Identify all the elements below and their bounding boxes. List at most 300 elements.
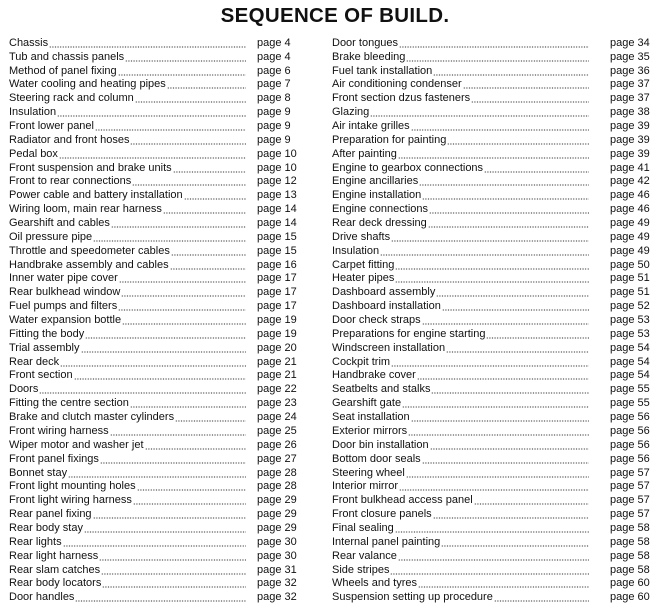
contents-entry bbox=[332, 480, 662, 494]
dot-leader bbox=[398, 157, 589, 159]
entry-title: Engine installation bbox=[332, 189, 422, 202]
dot-leader bbox=[118, 309, 246, 311]
contents-entry bbox=[9, 272, 301, 286]
entry-title: Internal panel painting bbox=[332, 535, 441, 548]
contents-entry bbox=[9, 355, 301, 369]
dot-leader bbox=[380, 254, 589, 256]
contents-entry bbox=[9, 396, 301, 410]
dot-leader bbox=[486, 337, 589, 339]
entry-title: Oil pressure pipe bbox=[9, 230, 93, 243]
entry-page-number: page 29 bbox=[257, 494, 297, 507]
dot-leader bbox=[399, 46, 589, 48]
entry-page-number: page 49 bbox=[610, 244, 650, 257]
contents-entry bbox=[9, 507, 301, 521]
dot-leader bbox=[99, 559, 246, 561]
contents-entry bbox=[9, 563, 301, 577]
entry-title: Rear panel fixing bbox=[9, 508, 92, 521]
contents-entry bbox=[332, 466, 662, 480]
contents-entry bbox=[9, 50, 301, 64]
contents-entry bbox=[9, 64, 301, 78]
contents-entry bbox=[332, 64, 662, 78]
contents-entry bbox=[9, 410, 301, 424]
contents-entry bbox=[332, 50, 662, 64]
dot-leader bbox=[398, 559, 589, 561]
entry-page-number: page 27 bbox=[257, 452, 297, 465]
contents-entry bbox=[9, 369, 301, 383]
dot-leader bbox=[433, 517, 589, 519]
contents-entry bbox=[9, 452, 301, 466]
entry-title: Interior mirror bbox=[332, 480, 399, 493]
contents-entry bbox=[9, 341, 301, 355]
entry-title: Engine connections bbox=[332, 203, 429, 216]
entry-title: Windscreen installation bbox=[332, 341, 446, 354]
contents-entry bbox=[9, 327, 301, 341]
entry-page-number: page 53 bbox=[610, 327, 650, 340]
dot-leader bbox=[59, 157, 246, 159]
page-title: SEQUENCE OF BUILD. bbox=[220, 4, 450, 27]
dot-leader bbox=[135, 101, 246, 103]
entry-page-number: page 58 bbox=[610, 535, 650, 548]
contents-entry bbox=[9, 133, 301, 147]
contents-entry bbox=[9, 590, 301, 604]
dot-leader bbox=[395, 281, 589, 283]
entry-page-number: page 15 bbox=[257, 244, 297, 257]
dot-leader bbox=[408, 434, 589, 436]
dot-leader bbox=[411, 420, 589, 422]
contents-entry bbox=[332, 78, 662, 92]
dot-leader bbox=[418, 586, 589, 588]
dot-leader bbox=[422, 323, 589, 325]
entry-page-number: page 56 bbox=[610, 424, 650, 437]
entry-title: Front light wiring harness bbox=[9, 494, 132, 507]
entry-page-number: page 28 bbox=[257, 480, 297, 493]
dot-leader bbox=[406, 60, 589, 62]
entry-page-number: page 60 bbox=[610, 577, 650, 590]
entry-page-number: page 46 bbox=[610, 203, 650, 216]
contents-entry bbox=[332, 493, 662, 507]
entry-page-number: page 56 bbox=[610, 411, 650, 424]
contents-entry bbox=[332, 341, 662, 355]
contents-entry bbox=[9, 577, 301, 591]
entry-page-number: page 17 bbox=[257, 300, 297, 313]
dot-leader bbox=[133, 503, 246, 505]
entry-title: Wiring loom, main rear harness bbox=[9, 203, 162, 216]
contents-entry bbox=[9, 535, 301, 549]
contents-entry bbox=[9, 285, 301, 299]
entry-page-number: page 57 bbox=[610, 480, 650, 493]
entry-title: Rear deck dressing bbox=[332, 217, 427, 230]
dot-leader bbox=[111, 226, 246, 228]
entry-page-number: page 34 bbox=[610, 36, 650, 49]
dot-leader bbox=[132, 184, 246, 186]
entry-title: Handbrake assembly and cables bbox=[9, 258, 169, 271]
entry-page-number: page 16 bbox=[257, 258, 297, 271]
contents-entry bbox=[332, 521, 662, 535]
entry-page-number: page 20 bbox=[257, 341, 297, 354]
entry-title: Door tongues bbox=[332, 36, 399, 49]
contents-entry bbox=[332, 355, 662, 369]
entry-page-number: page 32 bbox=[257, 591, 297, 604]
dot-leader bbox=[411, 129, 589, 131]
dot-leader bbox=[101, 573, 246, 575]
entry-title: Rear light harness bbox=[9, 549, 99, 562]
contents-entry bbox=[332, 577, 662, 591]
dot-leader bbox=[68, 476, 246, 478]
contents-entry bbox=[9, 105, 301, 119]
entry-title: Bottom door seals bbox=[332, 452, 421, 465]
entry-page-number: page 19 bbox=[257, 314, 297, 327]
dot-leader bbox=[95, 129, 246, 131]
entry-title: Handbrake cover bbox=[332, 369, 416, 382]
entry-page-number: page 21 bbox=[257, 355, 297, 368]
dot-leader bbox=[57, 115, 246, 117]
dot-leader bbox=[431, 392, 589, 394]
dot-leader bbox=[173, 171, 246, 173]
entry-page-number: page 15 bbox=[257, 230, 297, 243]
entry-title: Engine ancillaries bbox=[332, 175, 419, 188]
dot-leader bbox=[167, 87, 246, 89]
entry-title: Gearshift and cables bbox=[9, 217, 110, 230]
dot-leader bbox=[474, 503, 589, 505]
entry-page-number: page 49 bbox=[610, 230, 650, 243]
entry-title: Steering rack and column bbox=[9, 92, 134, 105]
entry-title: Insulation bbox=[9, 106, 57, 119]
entry-page-number: page 31 bbox=[257, 563, 297, 576]
dot-leader bbox=[125, 60, 246, 62]
entry-page-number: page 13 bbox=[257, 189, 297, 202]
entry-page-number: page 39 bbox=[610, 133, 650, 146]
entry-page-number: page 25 bbox=[257, 424, 297, 437]
entry-title: Fuel pumps and filters bbox=[9, 300, 118, 313]
dot-leader bbox=[39, 392, 246, 394]
contents-entry bbox=[332, 147, 662, 161]
entry-page-number: page 55 bbox=[610, 397, 650, 410]
contents-column-right bbox=[332, 36, 662, 604]
entry-page-number: page 50 bbox=[610, 258, 650, 271]
dot-leader bbox=[391, 240, 589, 242]
entry-page-number: page 46 bbox=[610, 189, 650, 202]
entry-title: Cockpit trim bbox=[332, 355, 391, 368]
dot-leader bbox=[436, 295, 589, 297]
contents-entry bbox=[332, 535, 662, 549]
contents-entry bbox=[9, 424, 301, 438]
dot-leader bbox=[137, 489, 246, 491]
dot-leader bbox=[63, 545, 246, 547]
entry-title: Front closure panels bbox=[332, 508, 432, 521]
entry-page-number: page 7 bbox=[257, 78, 291, 91]
dot-leader bbox=[93, 517, 246, 519]
entry-title: Water cooling and heating pipes bbox=[9, 78, 166, 91]
contents-entry bbox=[332, 258, 662, 272]
dot-leader bbox=[419, 184, 589, 186]
entry-title: Front lower panel bbox=[9, 120, 94, 133]
contents-entry bbox=[332, 382, 662, 396]
dot-leader bbox=[390, 573, 589, 575]
entry-title: Inner water pipe cover bbox=[9, 272, 118, 285]
entry-title: Rear bulkhead window bbox=[9, 286, 121, 299]
entry-title: Radiator and front hoses bbox=[9, 133, 130, 146]
entry-title: Door bin installation bbox=[332, 438, 429, 451]
contents-entry bbox=[332, 133, 662, 147]
entry-title: Front section dzus fasteners bbox=[332, 92, 471, 105]
entry-page-number: page 41 bbox=[610, 161, 650, 174]
contents-entry bbox=[332, 369, 662, 383]
entry-title: Air conditioning condenser bbox=[332, 78, 462, 91]
dot-leader bbox=[118, 74, 246, 76]
entry-title: Side stripes bbox=[332, 563, 390, 576]
contents-entry bbox=[332, 299, 662, 313]
entry-title: Dashboard installation bbox=[332, 300, 441, 313]
dot-leader bbox=[447, 143, 589, 145]
contents-entry bbox=[332, 563, 662, 577]
contents-entry bbox=[9, 230, 301, 244]
entry-title: Engine to gearbox connections bbox=[332, 161, 484, 174]
contents-entry bbox=[9, 521, 301, 535]
dot-leader bbox=[391, 365, 589, 367]
entry-title: Fitting the centre section bbox=[9, 397, 129, 410]
entry-title: Preparations for engine starting bbox=[332, 327, 486, 340]
entry-title: Gearshift gate bbox=[332, 397, 402, 410]
contents-entry bbox=[332, 230, 662, 244]
dot-leader bbox=[81, 351, 247, 353]
dot-leader bbox=[60, 365, 246, 367]
entry-title: Pedal box bbox=[9, 147, 58, 160]
entry-page-number: page 9 bbox=[257, 133, 291, 146]
dot-leader bbox=[417, 378, 589, 380]
contents-entry bbox=[9, 493, 301, 507]
entry-page-number: page 60 bbox=[610, 591, 650, 604]
entry-title: Front light mounting holes bbox=[9, 480, 136, 493]
entry-title: Exterior mirrors bbox=[332, 424, 408, 437]
dot-leader bbox=[184, 198, 246, 200]
entry-page-number: page 32 bbox=[257, 577, 297, 590]
entry-page-number: page 17 bbox=[257, 272, 297, 285]
entry-page-number: page 30 bbox=[257, 549, 297, 562]
dot-leader bbox=[74, 378, 246, 380]
entry-title: Rear body stay bbox=[9, 521, 83, 534]
contents-entry bbox=[332, 590, 662, 604]
entry-page-number: page 42 bbox=[610, 175, 650, 188]
entry-page-number: page 17 bbox=[257, 286, 297, 299]
dot-leader bbox=[395, 268, 589, 270]
contents-entry bbox=[332, 202, 662, 216]
contents-entry bbox=[9, 549, 301, 563]
dot-leader bbox=[163, 212, 246, 214]
dot-leader bbox=[441, 545, 589, 547]
contents-entry bbox=[9, 147, 301, 161]
entry-title: Front section bbox=[9, 369, 73, 382]
dot-leader bbox=[93, 240, 246, 242]
entry-page-number: page 6 bbox=[257, 64, 291, 77]
entry-page-number: page 4 bbox=[257, 50, 291, 63]
entry-title: Final sealing bbox=[332, 521, 394, 534]
dot-leader bbox=[370, 115, 589, 117]
contents-entry bbox=[9, 466, 301, 480]
entry-page-number: page 39 bbox=[610, 120, 650, 133]
dot-leader bbox=[85, 337, 246, 339]
dot-leader bbox=[463, 87, 589, 89]
entry-title: Wiper motor and washer jet bbox=[9, 438, 144, 451]
dot-leader bbox=[102, 586, 246, 588]
dot-leader bbox=[484, 171, 589, 173]
dot-leader bbox=[130, 406, 246, 408]
contents-entry bbox=[332, 438, 662, 452]
entry-page-number: page 54 bbox=[610, 341, 650, 354]
entry-page-number: page 52 bbox=[610, 300, 650, 313]
entry-page-number: page 9 bbox=[257, 120, 291, 133]
contents-entry bbox=[332, 549, 662, 563]
dot-leader bbox=[395, 531, 589, 533]
entry-title: Door handles bbox=[9, 591, 75, 604]
dot-leader bbox=[429, 212, 589, 214]
entry-page-number: page 30 bbox=[257, 535, 297, 548]
entry-page-number: page 51 bbox=[610, 286, 650, 299]
contents-entry bbox=[332, 327, 662, 341]
dot-leader bbox=[399, 489, 589, 491]
dot-leader bbox=[75, 600, 246, 602]
entry-page-number: page 37 bbox=[610, 78, 650, 91]
entry-title: Front to rear connections bbox=[9, 175, 132, 188]
contents-entry bbox=[9, 175, 301, 189]
contents-entry bbox=[332, 105, 662, 119]
contents-entry bbox=[332, 452, 662, 466]
entry-title: Rear body locators bbox=[9, 577, 102, 590]
entry-page-number: page 54 bbox=[610, 369, 650, 382]
dot-leader bbox=[422, 462, 589, 464]
contents-entry bbox=[9, 36, 301, 50]
entry-title: Trial assembly bbox=[9, 341, 80, 354]
dot-leader bbox=[122, 323, 246, 325]
entry-page-number: page 39 bbox=[610, 147, 650, 160]
entry-title: Rear lights bbox=[9, 535, 62, 548]
contents-entry bbox=[332, 272, 662, 286]
contents-entry bbox=[9, 188, 301, 202]
dot-leader bbox=[49, 46, 246, 48]
entry-title: Carpet fitting bbox=[332, 258, 395, 271]
contents-entry bbox=[332, 244, 662, 258]
entry-page-number: page 23 bbox=[257, 397, 297, 410]
contents-entry bbox=[332, 91, 662, 105]
entry-page-number: page 51 bbox=[610, 272, 650, 285]
entry-page-number: page 29 bbox=[257, 521, 297, 534]
contents-entry bbox=[332, 119, 662, 133]
entry-title: Preparation for painting bbox=[332, 133, 447, 146]
dot-leader bbox=[145, 448, 247, 450]
entry-page-number: page 8 bbox=[257, 92, 291, 105]
entry-page-number: page 10 bbox=[257, 161, 297, 174]
entry-page-number: page 58 bbox=[610, 521, 650, 534]
entry-title: Door check straps bbox=[332, 314, 421, 327]
dot-leader bbox=[100, 462, 246, 464]
entry-page-number: page 21 bbox=[257, 369, 297, 382]
dot-leader bbox=[170, 268, 246, 270]
dot-leader bbox=[84, 531, 246, 533]
dot-leader bbox=[422, 198, 589, 200]
dot-leader bbox=[494, 600, 589, 602]
contents-entry bbox=[332, 424, 662, 438]
dot-leader bbox=[446, 351, 589, 353]
contents-entry bbox=[9, 382, 301, 396]
entry-page-number: page 28 bbox=[257, 466, 297, 479]
entry-page-number: page 24 bbox=[257, 411, 297, 424]
contents-entry bbox=[332, 396, 662, 410]
entry-title: Heater pipes bbox=[332, 272, 395, 285]
entry-title: Suspension setting up procedure bbox=[332, 591, 493, 604]
entry-page-number: page 35 bbox=[610, 50, 650, 63]
contents-entry bbox=[9, 438, 301, 452]
entry-page-number: page 22 bbox=[257, 383, 297, 396]
entry-title: Brake and clutch master cylinders bbox=[9, 411, 175, 424]
entry-title: Rear valance bbox=[332, 549, 397, 562]
dot-leader bbox=[430, 448, 589, 450]
entry-title: Power cable and battery installation bbox=[9, 189, 183, 202]
entry-title: Front suspension and brake units bbox=[9, 161, 172, 174]
entry-title: Bonnet stay bbox=[9, 466, 68, 479]
entry-title: Fitting the body bbox=[9, 327, 85, 340]
entry-title: Insulation bbox=[332, 244, 380, 257]
dot-leader bbox=[471, 101, 589, 103]
contents-entry bbox=[332, 313, 662, 327]
entry-page-number: page 57 bbox=[610, 494, 650, 507]
entry-title: Seat installation bbox=[332, 411, 410, 424]
entry-title: Seatbelts and stalks bbox=[332, 383, 431, 396]
entry-page-number: page 56 bbox=[610, 438, 650, 451]
entry-page-number: page 58 bbox=[610, 563, 650, 576]
entry-title: Tub and chassis panels bbox=[9, 50, 125, 63]
entry-page-number: page 14 bbox=[257, 217, 297, 230]
contents-entry bbox=[9, 258, 301, 272]
entry-page-number: page 9 bbox=[257, 106, 291, 119]
entry-page-number: page 54 bbox=[610, 355, 650, 368]
entry-title: Brake bleeding bbox=[332, 50, 406, 63]
dot-leader bbox=[121, 295, 246, 297]
entry-page-number: page 55 bbox=[610, 383, 650, 396]
entry-page-number: page 26 bbox=[257, 438, 297, 451]
entry-title: After painting bbox=[332, 147, 397, 160]
entry-title: Front panel fixings bbox=[9, 452, 99, 465]
entry-title: Steering wheel bbox=[332, 466, 405, 479]
contents-entry bbox=[332, 175, 662, 189]
entry-page-number: page 56 bbox=[610, 452, 650, 465]
contents-entry bbox=[9, 480, 301, 494]
contents-entry bbox=[332, 285, 662, 299]
contents-entry bbox=[332, 36, 662, 50]
dot-leader bbox=[428, 226, 589, 228]
contents-entry bbox=[9, 244, 301, 258]
contents-entry bbox=[9, 78, 301, 92]
contents-entry bbox=[332, 216, 662, 230]
contents-entry bbox=[9, 299, 301, 313]
contents-entry bbox=[9, 91, 301, 105]
entry-title: Front bulkhead access panel bbox=[332, 494, 473, 507]
entry-page-number: page 58 bbox=[610, 549, 650, 562]
contents-entry bbox=[332, 507, 662, 521]
dot-leader bbox=[442, 309, 589, 311]
contents-entry bbox=[9, 313, 301, 327]
entry-title: Fuel tank installation bbox=[332, 64, 433, 77]
dot-leader bbox=[130, 143, 246, 145]
entry-title: Dashboard assembly bbox=[332, 286, 436, 299]
entry-page-number: page 14 bbox=[257, 203, 297, 216]
entry-page-number: page 53 bbox=[610, 314, 650, 327]
contents-entry bbox=[332, 188, 662, 202]
entry-page-number: page 57 bbox=[610, 466, 650, 479]
dot-leader bbox=[433, 74, 589, 76]
contents-entry bbox=[9, 216, 301, 230]
dot-leader bbox=[171, 254, 246, 256]
entry-page-number: page 38 bbox=[610, 106, 650, 119]
entry-title: Doors bbox=[9, 383, 39, 396]
